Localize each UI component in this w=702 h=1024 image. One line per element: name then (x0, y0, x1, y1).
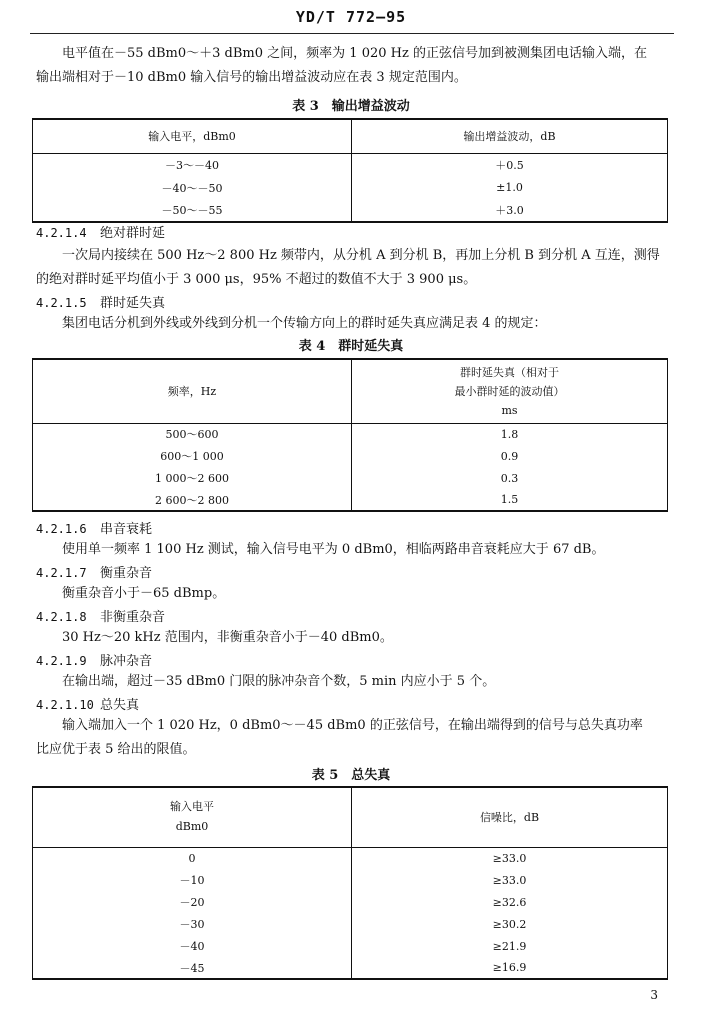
table3 (32, 118, 668, 223)
table5-cell: ≥16.9 (492, 961, 527, 974)
table3-cell: －3～－40 (33, 153, 352, 176)
header-line: 输入电平 (170, 800, 214, 814)
table5-cell: －10 (33, 869, 352, 891)
section-heading-4214 (36, 222, 165, 245)
paragraph-line: 的绝对群时延平均值小于 3 000 μs，95% 不超过的数值不大于 3 900 μs。 (36, 272, 477, 287)
paragraph-output-gain (36, 42, 676, 90)
section-number: 4.2.1.10 (36, 698, 94, 712)
table5-header-snr: 信噪比，dB (352, 787, 668, 847)
table3-cell: ±1.0 (496, 181, 523, 194)
section-title: 串音衰耗 (100, 522, 153, 537)
header-line: 群时延失真（相对于 (460, 365, 559, 379)
table3-cell: －40～－50 (33, 176, 352, 199)
paragraph-group-delay (36, 244, 676, 292)
header-line: ms (501, 403, 518, 417)
section-number: 4.2.1.5 (36, 296, 87, 310)
section-title: 总失真 (100, 698, 140, 713)
paragraph-impulse-noise (36, 670, 676, 694)
section-number: 4.2.1.6 (36, 522, 87, 536)
paragraph-line: 30 Hz～20 kHz 范围内，非衡重杂音小于－40 dBm0。 (62, 630, 393, 645)
table4-header-distortion (352, 359, 668, 423)
table5-cell: －45 (33, 957, 352, 979)
paragraph-line: 电平值在－55 dBm0～＋3 dBm0 之间，频率为 1 020 Hz 的正弦信号加到被测集团电话输入端，在 (62, 46, 647, 61)
table3-header-gain: 输出增益波动，dB (352, 119, 668, 153)
table4-cell: 0.9 (500, 449, 519, 463)
paragraph-unweighted-noise (36, 626, 676, 650)
table4-cell: 1 000～2 600 (33, 467, 352, 489)
table5-cell: ≥21.9 (492, 939, 527, 953)
table4-cell: 500～600 (33, 423, 352, 445)
paragraph-line: 输出端相对于－10 dBm0 输入信号的输出增益波动应在表 3 规定范围内。 (36, 70, 467, 85)
table4-header-frequency: 频率，Hz (33, 359, 352, 423)
section-number: 4.2.1.9 (36, 654, 87, 668)
table3-caption: 表 3 输出增益波动 (292, 99, 410, 114)
table5-cell: ≥30.2 (492, 917, 527, 931)
table5-cell: ≥33.0 (492, 873, 527, 887)
paragraph-line: 比应优于表 5 给出的限值。 (36, 742, 196, 757)
table3-cell: ＋0.5 (495, 158, 524, 172)
table5 (32, 786, 668, 980)
table5-cell: 0 (33, 847, 352, 869)
table5-cell: ≥33.0 (492, 851, 527, 865)
table3-header-input: 输入电平，dBm0 (33, 119, 352, 153)
table3-cell: －50～－55 (33, 199, 352, 222)
table4-cell: 600～1 000 (33, 445, 352, 467)
paragraph-line: 在输出端，超过－35 dBm0 门限的脉冲杂音个数，5 min 内应小于 5 个。 (62, 674, 496, 689)
paragraph-line: 集团电话分机到外线或外线到分机一个传输方向上的群时延失真应满足表 4 的规定： (62, 316, 547, 331)
section-number: 4.2.1.4 (36, 226, 87, 240)
table5-cell: －20 (33, 891, 352, 913)
table5-cell: －30 (33, 913, 352, 935)
table4-cell: 1.5 (500, 493, 519, 506)
section-title: 绝对群时延 (100, 226, 166, 241)
document-header: YD/T 772—95 (295, 8, 407, 26)
section-title: 群时延失真 (100, 296, 166, 311)
table4-cell: 1.8 (500, 427, 519, 441)
table4-cell: 0.3 (500, 471, 519, 485)
page-number: 3 (650, 988, 658, 1002)
paragraph-delay-distortion (36, 312, 676, 336)
paragraph-total-distortion (36, 714, 676, 762)
table3-cell: ＋3.0 (495, 204, 524, 217)
table5-cell: －40 (33, 935, 352, 957)
paragraph-crosstalk (36, 538, 676, 562)
section-title: 非衡重杂音 (100, 610, 166, 625)
table4-cell: 2 600～2 800 (33, 489, 352, 511)
paragraph-line: 衡重杂音小于－65 dBmp。 (62, 586, 226, 601)
table5-cell: ≥32.6 (492, 895, 527, 909)
table4 (32, 358, 668, 512)
section-title: 脉冲杂音 (100, 654, 153, 669)
paragraph-line: 使用单一频率 1 100 Hz 测试，输入信号电平为 0 dBm0，相临两路串音衰耗应大于 67 dB。 (62, 542, 605, 557)
header-line: 最小群时延的波动值） (454, 384, 565, 398)
table4-caption: 表 4 群时延失真 (298, 339, 404, 354)
header-rule (30, 33, 674, 34)
table5-header-input (33, 787, 352, 847)
table5-caption: 表 5 总失真 (311, 768, 391, 783)
paragraph-weighted-noise (36, 582, 676, 606)
section-number: 4.2.1.7 (36, 566, 87, 580)
paragraph-line: 输入端加入一个 1 020 Hz，0 dBm0～－45 dBm0 的正弦信号，在输出端得到的信号与总失真功率 (62, 718, 643, 733)
section-title: 衡重杂音 (100, 566, 153, 581)
header-line: dBm0 (175, 820, 209, 834)
paragraph-line: 一次局内接续在 500 Hz～2 800 Hz 频带内，从分机 A 到分机 B，再加上分机 B 到分机 A 互连，测得 (62, 248, 660, 263)
section-number: 4.2.1.8 (36, 610, 87, 624)
